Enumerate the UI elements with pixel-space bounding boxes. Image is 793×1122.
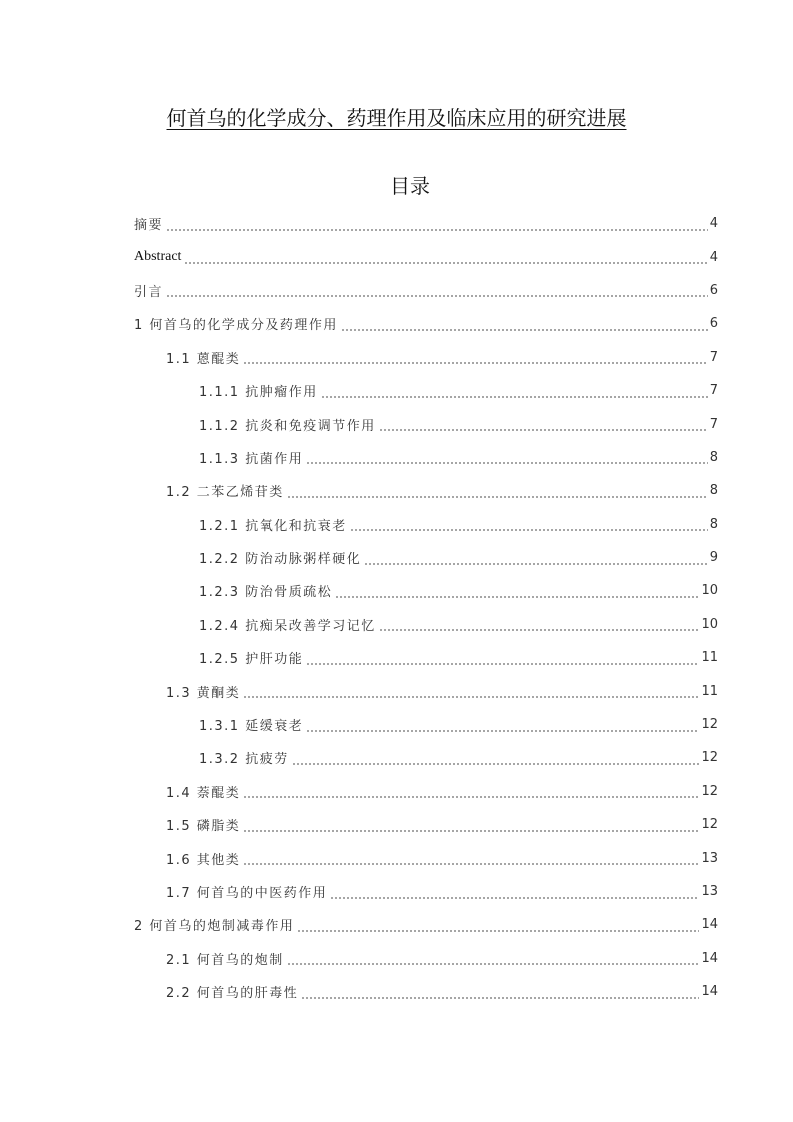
toc-entry-section-1[interactable] (134, 307, 718, 340)
dot-leader (292, 752, 700, 766)
toc-entry-page: 13 (701, 850, 718, 866)
dot-leader (184, 251, 707, 265)
toc-entry-label: 1.2.1 抗氧化和抗衰老 (199, 518, 347, 534)
toc-entry-1-6[interactable] (134, 841, 718, 874)
toc-entry-1-2[interactable] (134, 474, 718, 507)
toc-entry-page: 7 (709, 383, 718, 399)
dot-leader (287, 952, 700, 966)
toc-entry-page: 7 (709, 416, 718, 432)
toc-entry-page: 13 (701, 884, 718, 899)
toc-entry-page: 12 (701, 750, 718, 766)
dot-leader (166, 284, 708, 298)
toc-entry-1-3-2[interactable] (134, 741, 718, 774)
dot-leader (379, 418, 708, 432)
toc-entry-page: 10 (701, 583, 718, 599)
table-of-contents (134, 207, 718, 1008)
toc-entry-page: 9 (709, 550, 718, 566)
toc-entry-abstract-cn[interactable] (134, 207, 718, 240)
toc-entry-label: 1.2 二苯乙烯苷类 (166, 485, 284, 501)
toc-entry-label: 1.1 蒽醌类 (166, 351, 241, 367)
dot-leader (330, 886, 699, 900)
toc-entry-label: 摘要 (134, 218, 164, 234)
dot-leader (243, 819, 699, 833)
toc-heading: 目录 (390, 174, 430, 198)
toc-entry-label: 1 何首乌的化学成分及药理作用 (134, 318, 338, 334)
toc-entry-1-1-2[interactable] (134, 407, 718, 440)
document-title-text: 何首乌的化学成分、药理作用及临床应用的研究进展 (166, 106, 627, 130)
toc-entry-page: 14 (701, 984, 718, 1000)
toc-entry-label: 1.3 黄酮类 (166, 685, 241, 701)
dot-leader (350, 518, 708, 532)
dot-leader (364, 552, 708, 566)
dot-leader (243, 852, 699, 866)
toc-entry-page: 4 (709, 249, 718, 265)
dot-leader (166, 218, 708, 232)
toc-entry-page: 8 (709, 483, 718, 499)
dot-leader (297, 919, 699, 933)
toc-entry-page: 14 (701, 950, 718, 966)
dot-leader (306, 652, 699, 666)
dot-leader (243, 785, 699, 799)
toc-entry-label: 引言 (134, 284, 164, 300)
toc-entry-page: 11 (701, 650, 718, 666)
toc-entry-label: 1.3.1 延缓衰老 (199, 719, 304, 735)
toc-entry-2-2[interactable] (134, 975, 718, 1008)
toc-entry-1-4[interactable] (134, 775, 718, 808)
toc-entry-label: 1.1.2 抗炎和免疫调节作用 (199, 418, 376, 434)
toc-entry-label: Abstract (134, 249, 182, 265)
toc-entry-1-3[interactable] (134, 674, 718, 707)
dot-leader (243, 685, 699, 699)
toc-entry-1-1[interactable] (134, 341, 718, 374)
toc-entry-page: 11 (701, 683, 718, 699)
toc-entry-label: 2.2 何首乌的肝毒性 (166, 986, 299, 1002)
toc-entry-abstract-en[interactable] (134, 240, 718, 273)
toc-entry-label: 1.2.4 抗痴呆改善学习记忆 (199, 618, 376, 634)
dot-leader (341, 318, 708, 332)
toc-entry-label: 1.1.1 抗肿瘤作用 (199, 385, 318, 401)
toc-entry-page: 6 (709, 282, 718, 298)
toc-entry-label: 1.2.2 防治动脉粥样硬化 (199, 552, 362, 568)
toc-entry-label: 2.1 何首乌的炮制 (166, 952, 284, 968)
toc-entry-page: 12 (701, 783, 718, 799)
dot-leader (306, 719, 699, 733)
toc-entry-1-5[interactable] (134, 808, 718, 841)
dot-leader (321, 385, 708, 399)
toc-entry-label: 1.6 其他类 (166, 852, 241, 868)
dot-leader (306, 451, 708, 465)
toc-entry-1-1-1[interactable] (134, 374, 718, 407)
toc-entry-page: 7 (709, 349, 718, 365)
toc-entry-page: 4 (709, 216, 718, 232)
toc-entry-label: 1.1.3 抗菌作用 (199, 451, 304, 467)
toc-entry-1-1-3[interactable] (134, 441, 718, 474)
toc-entry-page: 8 (709, 449, 718, 465)
toc-entry-label: 2 何首乌的炮制减毒作用 (134, 919, 295, 935)
toc-entry-label: 1.2.3 防治骨质疏松 (199, 585, 333, 601)
toc-entry-1-2-5[interactable] (134, 641, 718, 674)
toc-entry-1-3-1[interactable] (134, 708, 718, 741)
toc-entry-section-2[interactable] (134, 908, 718, 941)
dot-leader (243, 351, 707, 365)
toc-entry-label: 1.3.2 抗疲劳 (199, 752, 289, 768)
toc-entry-page: 10 (701, 616, 718, 632)
dot-leader (335, 585, 699, 599)
document-title (0, 102, 793, 131)
toc-entry-label: 1.4 萘醌类 (166, 785, 241, 801)
toc-entry-page: 8 (709, 516, 718, 532)
toc-entry-1-7[interactable] (134, 875, 718, 908)
toc-entry-introduction[interactable] (134, 274, 718, 307)
toc-entry-1-2-1[interactable] (134, 508, 718, 541)
toc-entry-page: 6 (709, 316, 718, 332)
toc-entry-1-2-4[interactable] (134, 608, 718, 641)
toc-entry-label: 1.2.5 护肝功能 (199, 652, 304, 668)
toc-entry-page: 12 (701, 817, 718, 833)
toc-entry-1-2-2[interactable] (134, 541, 718, 574)
toc-entry-page: 12 (701, 717, 718, 733)
dot-leader (379, 618, 700, 632)
toc-entry-2-1[interactable] (134, 942, 718, 975)
toc-entry-page: 14 (701, 917, 718, 933)
dot-leader (287, 485, 708, 499)
toc-entry-1-2-3[interactable] (134, 574, 718, 607)
dot-leader (301, 986, 699, 1000)
toc-entry-label: 1.5 磷脂类 (166, 819, 241, 835)
toc-entry-label: 1.7 何首乌的中医药作用 (166, 886, 328, 901)
